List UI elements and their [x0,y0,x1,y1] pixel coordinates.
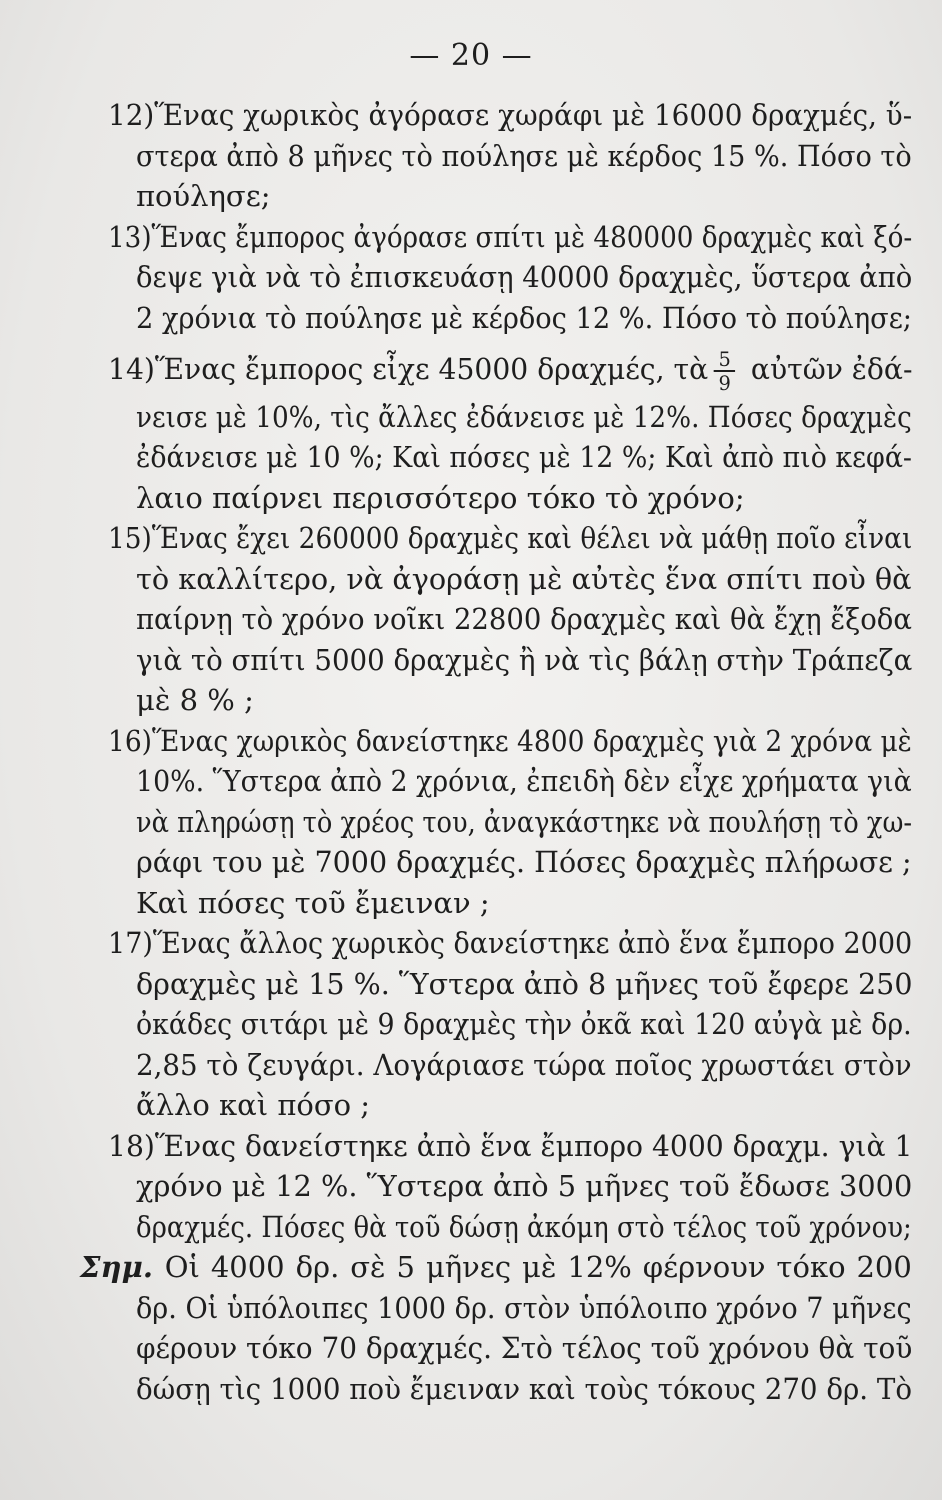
problem-17-line [108,926,912,960]
note-line: δρ. Οἱ ὑπόλοιπες 1000 δρ. στὸν ὑπόλοιπο χρόνο 7 μῆνες [136,1290,912,1325]
problem-text: Ἕνας ἄλλος χωρικὸς δανείστηκε ἀπὸ ἕνα ἔμπορο 2000 [152,926,913,960]
problem-text-line: γιὰ τὸ σπίτι 5000 δραχμὲς ἢ νὰ τὶς βάλῃ στὴν Τράπεζα [136,642,913,677]
problem-number: 14) [108,352,155,386]
problem-text-line: ὀκάδες σιτάρι μὲ 9 δραχμὲς τὴν ὀκᾶ καὶ 120 αὐγὰ μὲ δρ. [136,1007,912,1041]
problem-number: 15) [108,521,152,555]
problem-text-line: ἐδάνεισε μὲ 10 %; Καὶ πόσες μὲ 12 %; Καὶ ἀπὸ πιὸ κεφά- [136,440,912,474]
problem-15-line [108,521,912,555]
problem-text-line: νεισε μὲ 10%, τὶς ἄλλες ἐδάνεισε μὲ 12%. Πόσες δραχμὲς [136,399,912,434]
problem-text-line: πούλησε; [136,179,271,213]
problem-text-line: τὸ καλλίτερο, νὰ ἀγοράσῃ μὲ αὐτὲς ἕνα σπίτι ποὺ θὰ [136,561,912,596]
problem-text-line: νὰ πληρώσῃ τὸ χρέος του, ἀναγκάστηκε νὰ πουλήσῃ τὸ χω- [136,804,913,839]
problem-text-line: λαιο παίρνει περισσότερο τόκο τὸ χρόνο; [136,480,745,515]
problem-text: αὐτῶν ἐδά- [750,352,913,386]
problem-text-line: μὲ 8 % ; [136,683,254,717]
problem-14-line [108,349,912,393]
note-label: Σημ. [80,1250,165,1284]
fraction-numerator: 5 [718,347,731,371]
problem-text-line: 10%. Ὕστερα ἀπὸ 2 χρόνια, ἐπειδὴ δὲν εἶχε χρήματα γιὰ [136,764,912,798]
problem-text: Ἕνας δανείστηκε ἀπὸ ἕνα ἔμπορο 4000 δραχμ. γιὰ 1 [154,1128,913,1163]
problem-text: Ἕνας χωρικὸς ἀγόρασε χωράφι μὲ 16000 δραχμές, ὕ- [154,98,913,132]
problem-text-line: χρόνο μὲ 12 %. Ὕστερα ἀπὸ 5 μῆνες τοῦ ἔδωσε 3000 [136,1169,913,1203]
problem-number: 18) [108,1128,155,1163]
problem-number: 17) [108,926,153,960]
problem-number: 12) [108,98,155,132]
problem-text-line: δεψε γιὰ νὰ τὸ ἐπισκευάσῃ 40000 δραχμὲς, ὕστερα ἀπὸ [136,260,913,294]
problem-text-line: στερα ἀπὸ 8 μῆνες τὸ πούλησε μὲ κέρδος 15 %. Πόσο τὸ [136,138,912,173]
problem-text-line: ράφι του μὲ 7000 δραχμές. Πόσες δραχμὲς πλήρωσε ; [136,845,912,879]
problem-text-line: 2 χρόνια τὸ πούλησε μὲ κέρδος 12 %. Πόσο τὸ πούλησε; [136,300,912,335]
problem-16-line [108,724,912,758]
problem-text: Ἕνας χωρικὸς δανείστηκε 4800 δραχμὲς γιὰ 2 χρόνα μὲ [152,723,912,758]
page-number: — 20 — [409,38,533,73]
fraction-denominator: 9 [718,371,731,395]
problem-text-line: Καὶ πόσες τοῦ ἔμειναν ; [136,885,490,920]
problem-text-line: παίρνῃ τὸ χρόνο νοῖκι 22800 δραχμὲς καὶ θὰ ἔχῃ ἔξοδα [136,602,912,636]
problem-text: Ἕνας ἔμπορος εἶχε 45000 δραχμές, τὰ [154,352,709,386]
problem-12-line [108,98,912,132]
note-line: δώσῃ τὶς 1000 ποὺ ἔμειναν καὶ τοὺς τόκους 270 δρ. Τὸ [136,1371,913,1406]
problem-text: Ἕνας ἔμπορος ἀγόρασε σπίτι μὲ 480000 δραχμὲς καὶ ξό- [151,219,913,254]
problem-text: Ἕνας ἔχει 260000 δραχμὲς καὶ θέλει νὰ μάθῃ ποῖο εἶναι [151,521,913,555]
problem-text-line: 2,85 τὸ ζευγάρι. Λογάριασε τώρα ποῖος χρωστάει στὸν [136,1047,912,1082]
problem-13-line [108,220,912,254]
problem-18-line [108,1129,912,1163]
problem-text-line: ἄλλο καὶ πόσο ; [136,1088,371,1122]
problem-number: 13) [108,219,152,254]
fraction [714,349,735,393]
note-line [80,1250,912,1284]
problem-number: 16) [108,723,153,758]
note-text: Οἱ 4000 δρ. σὲ 5 μῆνες μὲ 12% φέρνουν τόκο 200 [164,1250,912,1284]
problem-text-line: δραχμὲς μὲ 15 %. Ὕστερα ἀπὸ 8 μῆνες τοῦ ἔφερε 250 [136,966,913,1001]
note-line: φέρουν τόκο 70 δραχμές. Στὸ τέλος τοῦ χρόνου θὰ τοῦ [136,1331,913,1365]
problem-text-line: δραχμές. Πόσες θὰ τοῦ δώσῃ ἀκόμη στὸ τέλος τοῦ χρόνου; [136,1209,912,1244]
